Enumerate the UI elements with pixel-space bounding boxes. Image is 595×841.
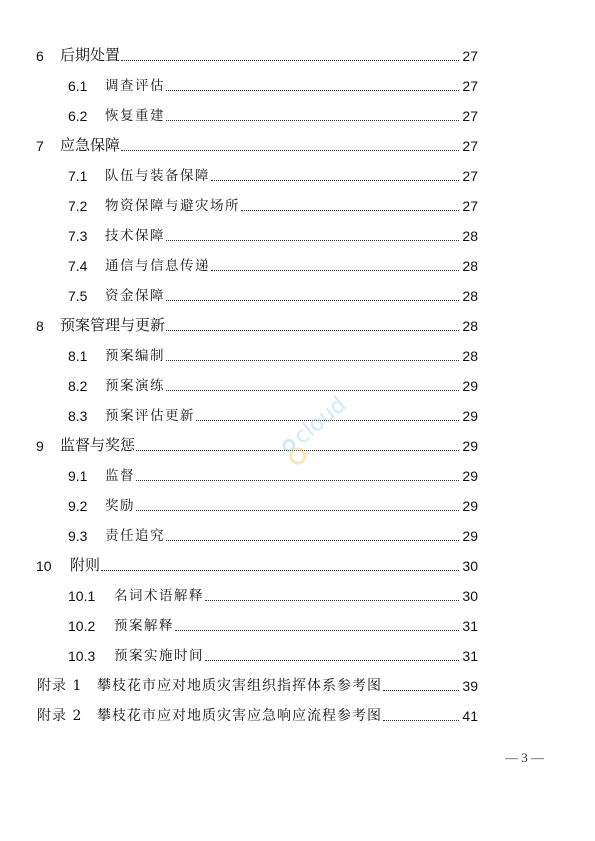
toc-entry-title: 攀枝花市应对地质灾害应急响应流程参考图: [97, 708, 382, 724]
toc-entry-title: 责任追究: [105, 528, 165, 544]
toc-entry-title: 预案评估更新: [105, 408, 195, 424]
toc-entry[interactable]: [68, 372, 478, 394]
toc-entry-number: 6.1: [68, 78, 88, 94]
page-number: — 3 —: [505, 750, 544, 765]
toc-entry-number: 8.3: [68, 408, 88, 424]
toc-entry-number: 7: [36, 138, 44, 154]
toc-entry[interactable]: [68, 342, 478, 364]
toc-entry-title: 预案演练: [105, 378, 165, 394]
toc-entry-title: 预案编制: [105, 348, 165, 364]
toc-entry-number: 10.2: [68, 618, 96, 634]
toc-entry-title: 应急保障: [60, 137, 121, 154]
toc-entry-number: 6.2: [68, 108, 88, 124]
toc-entry-page: 27: [462, 108, 478, 124]
toc-entry-number: 7.5: [68, 288, 88, 304]
toc-dot-leader: [166, 240, 459, 241]
toc-dot-leader: [211, 270, 459, 271]
toc-entry-page: 28: [462, 258, 478, 274]
toc-entry-number: 7.1: [68, 168, 88, 184]
toc-entry[interactable]: [68, 642, 478, 664]
toc-entry-number: 10: [36, 558, 52, 574]
watermark-text: cloud: [289, 392, 352, 450]
toc-entry[interactable]: [68, 582, 478, 604]
toc-dot-leader: [136, 510, 459, 511]
toc-entry[interactable]: [68, 282, 478, 304]
toc-dot-leader: [205, 660, 459, 661]
toc-entry-number: 10.3: [68, 648, 96, 664]
toc-dot-leader: [166, 90, 459, 91]
toc-entry-title: 物资保障与避灾场所: [105, 198, 240, 214]
toc-entry-page: 27: [462, 168, 478, 184]
toc-entry-page: 29: [462, 378, 478, 394]
toc-entry-page: 29: [462, 498, 478, 514]
toc-entry-title: 预案管理与更新: [60, 317, 166, 334]
toc-entry[interactable]: [68, 222, 478, 244]
toc-entry[interactable]: [68, 192, 478, 214]
toc-dot-leader: [211, 180, 459, 181]
toc-entry-title: 奖励: [105, 498, 135, 514]
toc-entry-page: 28: [462, 288, 478, 304]
toc-entry-number: 7.2: [68, 198, 88, 214]
toc-entry-number: 6: [36, 48, 44, 64]
toc-entry-page: 29: [462, 438, 478, 454]
toc-entry-title: 攀枝花市应对地质灾害组织指挥体系参考图: [97, 678, 382, 694]
toc-entry-page: 27: [462, 48, 478, 64]
toc-entry[interactable]: [68, 72, 478, 94]
toc-entry-page: 29: [462, 528, 478, 544]
toc-entry-number: 8.2: [68, 378, 88, 394]
toc-entry-title: 预案解释: [114, 618, 174, 634]
toc-entry-title: 资金保障: [105, 288, 165, 304]
toc-entry-page: 27: [462, 78, 478, 94]
toc-entry-title: 预案实施时间: [114, 648, 204, 664]
toc-entry-title: 监督: [105, 468, 135, 484]
toc-entry[interactable]: [68, 612, 478, 634]
toc-entry-page: 28: [462, 348, 478, 364]
toc-entry-title: 技术保障: [105, 228, 165, 244]
toc-dot-leader: [121, 150, 459, 151]
toc-entry-page: 31: [462, 648, 478, 664]
toc-entry[interactable]: [37, 702, 478, 724]
toc-entry-number: 10.1: [68, 588, 96, 604]
toc-entry[interactable]: [68, 522, 478, 544]
toc-entry[interactable]: [37, 672, 478, 694]
toc-entry-title: 附则: [70, 557, 101, 574]
toc-entry[interactable]: [68, 462, 478, 484]
toc-dot-leader: [166, 300, 459, 301]
toc-entry[interactable]: [68, 492, 478, 514]
toc-entry-title: 名词术语解释: [114, 588, 204, 604]
toc-entry-page: 31: [462, 618, 478, 634]
toc-entry-number: 9: [36, 438, 44, 454]
toc-dot-leader: [166, 330, 459, 331]
toc-entry-number: 9.2: [68, 498, 88, 514]
toc-dot-leader: [383, 690, 459, 691]
toc-entry-number: 附录 2: [37, 708, 83, 724]
toc-dot-leader: [205, 600, 459, 601]
toc-dot-leader: [166, 540, 459, 541]
toc-entry-number: 9.3: [68, 528, 88, 544]
toc-entry-page: 30: [462, 588, 478, 604]
toc-entry-page: 27: [462, 138, 478, 154]
toc-entry-page: 29: [462, 468, 478, 484]
toc-entry-page: 41: [462, 708, 478, 724]
toc-entry-title: 恢复重建: [105, 108, 165, 124]
toc-entry[interactable]: [68, 162, 478, 184]
toc-dot-leader: [175, 630, 459, 631]
toc-entry[interactable]: [68, 252, 478, 274]
toc-dot-leader: [383, 720, 459, 721]
toc-entry-title: 后期处置: [60, 47, 121, 64]
toc-entry-number: 附录 1: [37, 678, 83, 694]
toc-dot-leader: [166, 360, 459, 361]
toc-dot-leader: [241, 210, 459, 211]
toc-entry-page: 29: [462, 408, 478, 424]
toc-dot-leader: [166, 120, 459, 121]
toc-entry-title: 队伍与装备保障: [105, 168, 210, 184]
toc-entry-number: 9.1: [68, 468, 88, 484]
toc-dot-leader: [121, 60, 459, 61]
toc-entry-page: 28: [462, 228, 478, 244]
toc-entry-number: 8: [36, 318, 44, 334]
toc-entry-page: 30: [462, 558, 478, 574]
toc-entry-number: 7.3: [68, 228, 88, 244]
toc-entry[interactable]: [68, 102, 478, 124]
toc-entry-page: 28: [462, 318, 478, 334]
toc-entry[interactable]: [36, 312, 478, 334]
toc-entry-number: 8.1: [68, 348, 88, 364]
toc-entry-title: 调查评估: [105, 78, 165, 94]
toc-entry-title: 通信与信息传递: [105, 258, 210, 274]
toc-entry-number: 7.4: [68, 258, 88, 274]
toc-entry-title: 监督与奖惩: [60, 437, 136, 454]
toc-entry[interactable]: [36, 552, 478, 574]
toc-dot-leader: [101, 570, 459, 571]
toc-entry[interactable]: [36, 42, 478, 64]
toc-entry-page: 39: [462, 678, 478, 694]
toc-entry-page: 27: [462, 198, 478, 214]
toc-entry[interactable]: [36, 132, 478, 154]
